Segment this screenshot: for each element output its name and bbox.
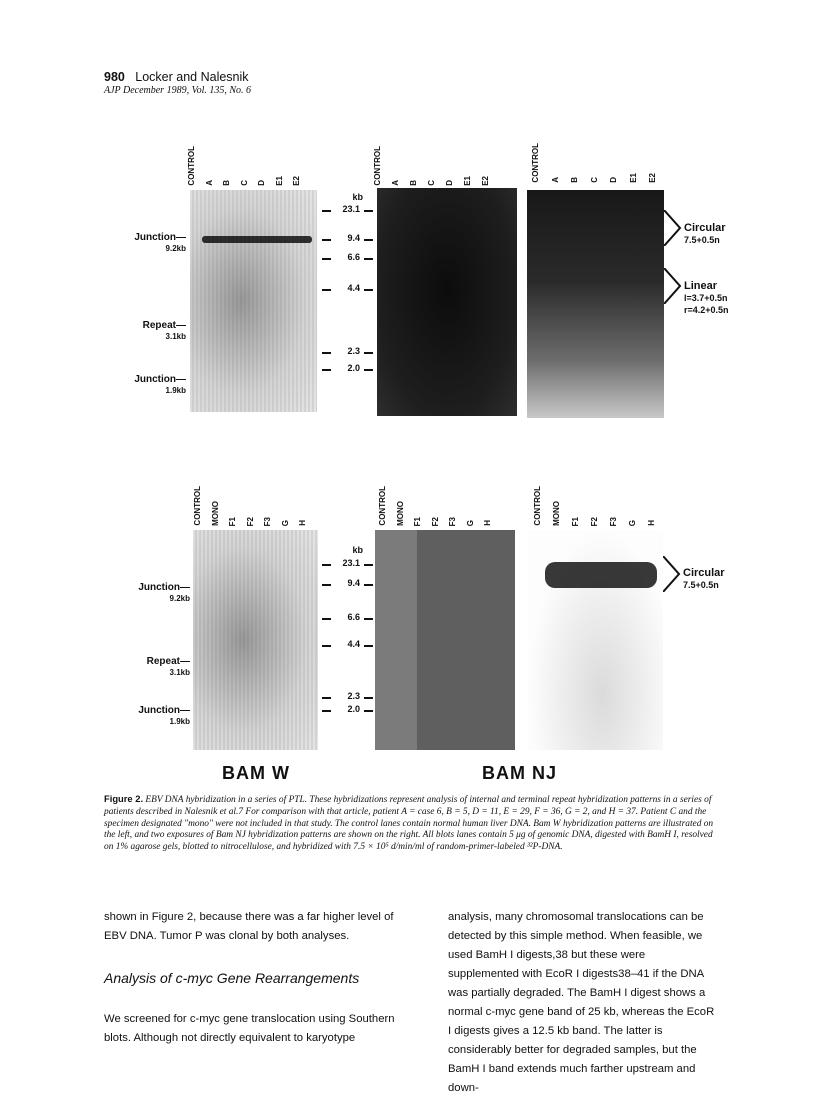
bottom-right-lane-label: F3 — [609, 516, 618, 526]
top-marker-tick — [364, 239, 373, 241]
bottom-marker-label: 6.6 — [347, 612, 360, 622]
bottom-marker-label: 9.4 — [347, 578, 360, 588]
bottom-marker-tick — [364, 645, 373, 647]
bracket-circular-bottom — [663, 556, 681, 592]
bottom-middle-lane-label: CONTROL — [378, 486, 387, 526]
section-title: Analysis of c-myc Gene Rearrangements — [104, 970, 360, 986]
top-right-lane-label: C — [589, 177, 599, 183]
bottom-right-lane-label: MONO — [552, 501, 561, 526]
band-circular-bottom — [545, 562, 657, 588]
label-repeat-top: Repeat— 3.1kb — [142, 320, 186, 341]
top-middle-lane-label: E2 — [481, 176, 490, 186]
bottom-right-lane-label: H — [647, 520, 656, 526]
bottom-marker-tick — [322, 710, 331, 712]
bottom-marker-label: 4.4 — [347, 639, 360, 649]
bottom-marker-tick — [364, 697, 373, 699]
blot-top-right — [527, 190, 664, 418]
top-middle-lane-label: B — [409, 180, 418, 186]
top-marker-tick — [364, 258, 373, 260]
bottom-marker-tick — [364, 710, 373, 712]
top-middle-lane-label: CONTROL — [373, 146, 382, 186]
bottom-marker-label: 2.3 — [347, 691, 360, 701]
bottom-marker-tick — [364, 564, 373, 566]
bottom-left-lane-label: MONO — [210, 501, 220, 526]
blot-bottom-left — [193, 530, 318, 750]
top-marker-label: 4.4 — [347, 283, 360, 293]
label-repeat-bottom: Repeat— 3.1kb — [146, 656, 190, 677]
top-marker-label: 2.3 — [347, 346, 360, 356]
top-marker-tick — [322, 289, 331, 291]
bottom-marker-tick — [322, 584, 331, 586]
label-junction-top-2: Junction— 1.9kb — [134, 374, 186, 395]
top-left-lane-label: B — [222, 180, 231, 186]
body-right-para: analysis, many chromosomal translocations can be detected by this simple method. When feasible, we used BamH I digests,38 but these were supplemented with EcoR I digests38–41 if the DNA was partially degraded. The BamH I digest shows a normal c-myc gene band of 25 kb, whereas the EcoR I digests gives a 12.5 kb band. The latter is considerably better for degraded samples, but the BamH I band extends much farther upstream and down- — [448, 911, 715, 1094]
top-right-lane-label: E1 — [628, 173, 638, 183]
authors: Locker and Nalesnik — [135, 70, 249, 84]
top-marker-tick — [322, 258, 331, 260]
top-right-lane-label: CONTROL — [531, 143, 540, 183]
bottom-middle-lane-label: F1 — [413, 516, 422, 526]
page-number: 980 — [104, 70, 125, 84]
bottom-right-lane-label: F2 — [590, 516, 599, 526]
top-marker-label: 6.6 — [347, 252, 360, 262]
top-middle-lane-label: A — [391, 180, 400, 186]
bottom-marker-label: 23.1 — [342, 558, 360, 568]
bottom-middle-lane-label: G — [465, 519, 475, 526]
body-left-para-1: shown in Figure 2, because there was a far higher level of EBV DNA. Tumor P was clonal by both analyses. — [104, 911, 394, 942]
top-marker-tick — [364, 289, 373, 291]
bottom-left-lane-label: G — [280, 519, 290, 526]
label-junction-bottom-2: Junction— 1.9kb — [138, 705, 190, 726]
bottom-marker-tick — [322, 564, 331, 566]
label-junction-top-1: Junction— 9.2kb — [134, 232, 186, 253]
blot-top-left — [190, 190, 317, 412]
bracket-linear — [664, 268, 682, 304]
top-right-lane-label: A — [550, 177, 560, 183]
label-circular-bottom: Circular 7.5+0.5n — [683, 567, 725, 590]
bottom-middle-lane-label: H — [483, 520, 492, 526]
bottom-middle-lane-label: F3 — [448, 516, 457, 526]
label-circular-top: Circular 7.5+0.5n — [684, 222, 726, 245]
top-left-lane-label: C — [239, 180, 249, 186]
top-marker-tick — [322, 369, 331, 371]
top-left-lane-label: E2 — [292, 176, 301, 186]
top-marker-label: 23.1 — [342, 204, 360, 214]
caption-label: Figure 2. — [104, 793, 144, 804]
top-middle-lane-label: D — [445, 180, 454, 186]
label-junction-bottom-1: Junction— 9.2kb — [138, 582, 190, 603]
bracket-circular-top — [664, 210, 682, 246]
top-marker-tick — [364, 369, 373, 371]
top-marker-tick — [322, 352, 331, 354]
top-marker-tick — [322, 239, 331, 241]
bottom-right-lane-label: F1 — [571, 516, 580, 526]
bottom-marker-tick — [322, 645, 331, 647]
top-marker-tick — [364, 352, 373, 354]
body-left-para-2: We screened for c-myc gene translocation using Southern blots. Although not directly equivalent to karyotype — [104, 1013, 395, 1044]
bottom-marker-tick — [364, 618, 373, 620]
top-right-lane-label: B — [570, 177, 579, 183]
bottom-marker-tick — [364, 584, 373, 586]
label-linear: Linear l=3.7+0.5n r=4.2+0.5n — [684, 280, 729, 315]
top-left-lane-label: CONTROL — [187, 146, 196, 186]
bottom-marker-label: 2.0 — [347, 704, 360, 714]
figure-caption — [104, 793, 716, 854]
journal-line: AJP December 1989, Vol. 135, No. 6 — [104, 85, 252, 96]
top-marker-tick — [322, 210, 331, 212]
bottom-right-lane-label: CONTROL — [533, 486, 542, 526]
running-header — [104, 70, 249, 84]
bottom-middle-lane-label: MONO — [395, 501, 405, 526]
top-left-lane-label: A — [204, 180, 214, 186]
kb-label-bottom: kb — [352, 545, 363, 555]
top-left-lane-label: D — [257, 180, 266, 186]
bottom-left-lane-label: CONTROL — [193, 486, 202, 526]
top-middle-lane-label: E1 — [463, 176, 472, 186]
top-right-lane-label: E2 — [648, 173, 657, 183]
bottom-middle-lane-label: F2 — [430, 516, 440, 526]
top-marker-tick — [364, 210, 373, 212]
blot-top-middle — [377, 188, 517, 416]
kb-label-top: kb — [352, 192, 363, 202]
top-left-lane-label: E1 — [274, 176, 284, 186]
top-marker-label: 2.0 — [347, 363, 360, 373]
bottom-marker-tick — [322, 618, 331, 620]
top-middle-lane-label: C — [427, 180, 436, 186]
caption-text: EBV DNA hybridization in a series of PTL. These hybridizations represent analysis of internal and terminal repeat hybridization patterns in a series of patients described in Nalesnik et al.7 For comparison with that article, patient A = case 6, B = 5, D = 11, E = 29, F = 36, G = 2, and H = 37. Patient C and the specimen designated "mono" were not included in that study. The control lanes contain normal human liver DNA. Bam W hybridization patterns are illustrated on the left, and two exposures of Bam NJ hybridization patterns are shown on the right. All blots lanes contain 5 μg of genomic DNA, digested with BamH I, resolved on 1% agarose gels, blotted to nitrocellulose, and hybridized with 7.5 × 10⁵ d/min/ml of random-primer-labeled ³²P-DNA. — [104, 795, 714, 853]
top-marker-label: 9.4 — [347, 233, 360, 243]
blot-bottom-middle — [375, 530, 515, 750]
bottom-left-lane-label: F2 — [245, 516, 255, 526]
bottom-left-lane-label: H — [298, 520, 307, 526]
bottom-marker-tick — [322, 697, 331, 699]
label-bam-w: BAM W — [222, 763, 290, 783]
top-right-lane-label: D — [609, 177, 618, 183]
bottom-left-lane-label: F3 — [263, 516, 272, 526]
bottom-left-lane-label: F1 — [228, 516, 237, 526]
label-bam-nj: BAM NJ — [482, 763, 558, 783]
bottom-right-lane-label: G — [628, 519, 637, 526]
band-junction-9kb — [202, 236, 312, 243]
